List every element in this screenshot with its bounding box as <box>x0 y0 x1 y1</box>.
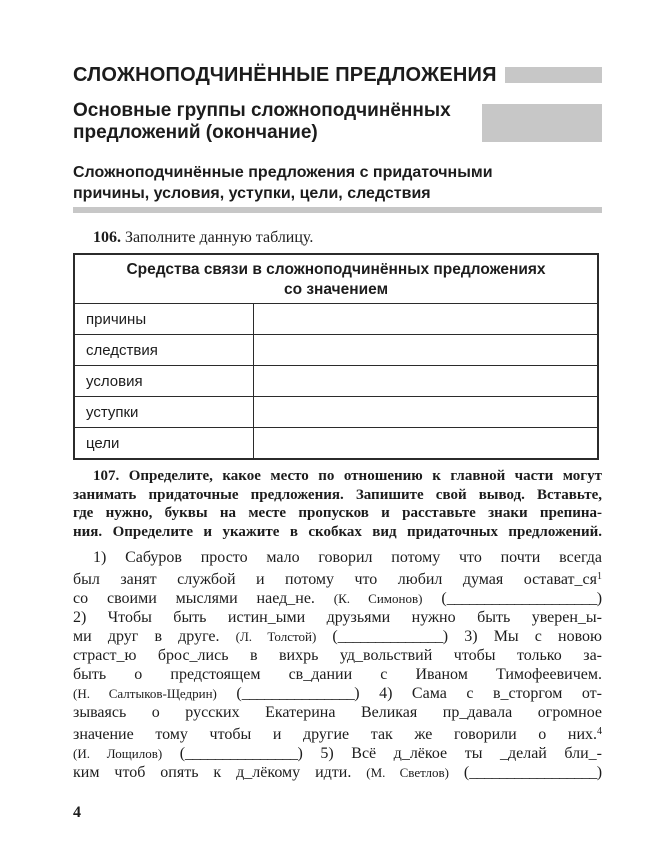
text-line <box>73 646 602 665</box>
chapter-title: СЛОЖНОПОДЧИНЁННЫЕ ПРЕДЛОЖЕНИЯ <box>73 64 497 86</box>
text-line <box>73 589 602 608</box>
answer-blank: ____________________ <box>446 590 597 607</box>
text-line <box>73 665 602 684</box>
table-row <box>74 366 598 397</box>
text-line <box>73 744 602 763</box>
text-segment: ( <box>422 590 447 607</box>
answer-cell <box>254 366 599 397</box>
text-segment: ( <box>316 628 338 645</box>
text-segment: ) <box>596 590 603 607</box>
text-segment: был занят службой и потому что любил думая остават_ся <box>73 571 597 588</box>
table-header-line1: Средства связи в сложноподчинённых предложениях <box>126 261 546 278</box>
answer-blank: _______________ <box>241 685 355 702</box>
exercise-number: 107. <box>93 468 120 484</box>
author-attribution: (Н. Салтыков-Щедрин) <box>73 686 217 701</box>
answer-cell <box>254 304 599 335</box>
table-row <box>74 304 598 335</box>
author-attribution: (М. Светлов) <box>366 765 449 780</box>
exercise-106-task-text: Заполните данную таблицу. <box>125 229 314 246</box>
answer-blank: ______________ <box>337 628 443 645</box>
text-line <box>73 467 602 486</box>
footnote-marker: 4 <box>597 726 602 737</box>
topic-title-row <box>73 100 602 144</box>
text-segment: зываясь о русских Екатерина Великая пр_давала огромное <box>73 704 602 721</box>
gray-accent-box-title <box>505 67 602 83</box>
text-segment: ) 3) Мы с новою <box>442 628 602 645</box>
table-row <box>74 428 598 460</box>
text-line <box>73 627 602 646</box>
table-header <box>74 254 598 304</box>
table-header-row <box>74 254 598 304</box>
topic-title-line1: Основные группы сложноподчинённых <box>73 100 451 121</box>
text-segment: значение тому чтобы и другие так же говорили о них. <box>73 726 597 743</box>
section-divider-bar <box>73 207 602 213</box>
text-segment: где нужно, буквы на месте пропусков и расставьте знаки препина- <box>73 505 602 521</box>
answer-cell <box>254 335 599 366</box>
text-line <box>73 504 602 523</box>
text-segment: ) 4) Сама с в_сторгом от- <box>354 685 602 702</box>
text-segment: ) 5) Всё д_лёкое ты _делай бли_- <box>297 745 603 762</box>
table-row <box>74 335 598 366</box>
text-segment: ми друг в друге. <box>73 628 236 645</box>
section-heading-line1: Сложноподчинённые предложения с придаточными <box>73 164 493 181</box>
row-label: следствия <box>74 335 254 366</box>
topic-title <box>73 100 451 144</box>
text-segment: ния. Определите и укажите в скобках вид придаточных предложений. <box>73 523 602 540</box>
text-segment: 2) Чтобы быть истин_ыми друзьями нужно быть уверен_ы- <box>73 609 602 626</box>
row-label: уступки <box>74 397 254 428</box>
answer-cell <box>254 428 599 460</box>
table-row <box>74 397 598 428</box>
text-segment: ( <box>216 685 242 702</box>
author-attribution: (И. Лощилов) <box>73 746 163 761</box>
row-label: цели <box>74 428 254 460</box>
text-line <box>73 486 602 505</box>
author-attribution: (Л. Толстой) <box>235 629 317 644</box>
section-heading <box>73 162 602 204</box>
text-line <box>73 548 602 567</box>
row-label: причины <box>74 304 254 335</box>
exercise-107-instruction <box>73 467 602 541</box>
table-body <box>74 304 598 460</box>
chapter-title-row <box>73 62 602 88</box>
text-segment: 1) Сабуров просто мало говорил потому что почти всегда <box>93 549 602 566</box>
page-number: 4 <box>73 804 81 821</box>
text-segment: ( <box>448 764 470 781</box>
footnote-marker: 1 <box>597 571 602 582</box>
text-line <box>73 684 602 703</box>
author-attribution: (К. Симонов) <box>333 591 423 606</box>
text-segment: Определите, какое место по отношению к главной части могут <box>119 468 602 484</box>
row-label: условия <box>74 366 254 397</box>
text-line <box>73 703 602 722</box>
text-segment: страст_ю брос_лись в вихрь уд_вольствий чтобы только за- <box>73 647 602 664</box>
text-segment: быть о предстоящем св_дании с Иваном Тимофеевичем. <box>73 666 602 683</box>
text-segment: ( <box>162 745 186 762</box>
text-segment: со своими мыслями наед_не. <box>73 590 334 607</box>
text-line <box>73 523 602 542</box>
topic-title-line2: предложений (окончание) <box>73 122 318 143</box>
table-header-line2: со значением <box>283 281 389 298</box>
text-line <box>73 722 602 744</box>
answer-blank: _________________ <box>469 764 597 781</box>
text-line <box>73 763 602 782</box>
connectives-table <box>73 253 599 460</box>
gray-accent-box-subtitle <box>482 104 602 142</box>
section-heading-line2: причины, условия, уступки, цели, следствия <box>73 185 431 202</box>
answer-blank: _______________ <box>185 745 298 762</box>
text-segment: ким чтоб опять к д_лёкому идти. <box>73 764 367 781</box>
text-line <box>73 567 602 589</box>
exercise-107-text <box>73 548 602 782</box>
exercise-106-task <box>73 228 602 248</box>
text-segment: занимать придаточные предложения. Запишите свой вывод. Вставьте, <box>73 486 602 503</box>
text-segment: ) <box>596 764 603 781</box>
exercise-106-number: 106. <box>93 229 121 246</box>
text-line <box>73 608 602 627</box>
answer-cell <box>254 397 599 428</box>
